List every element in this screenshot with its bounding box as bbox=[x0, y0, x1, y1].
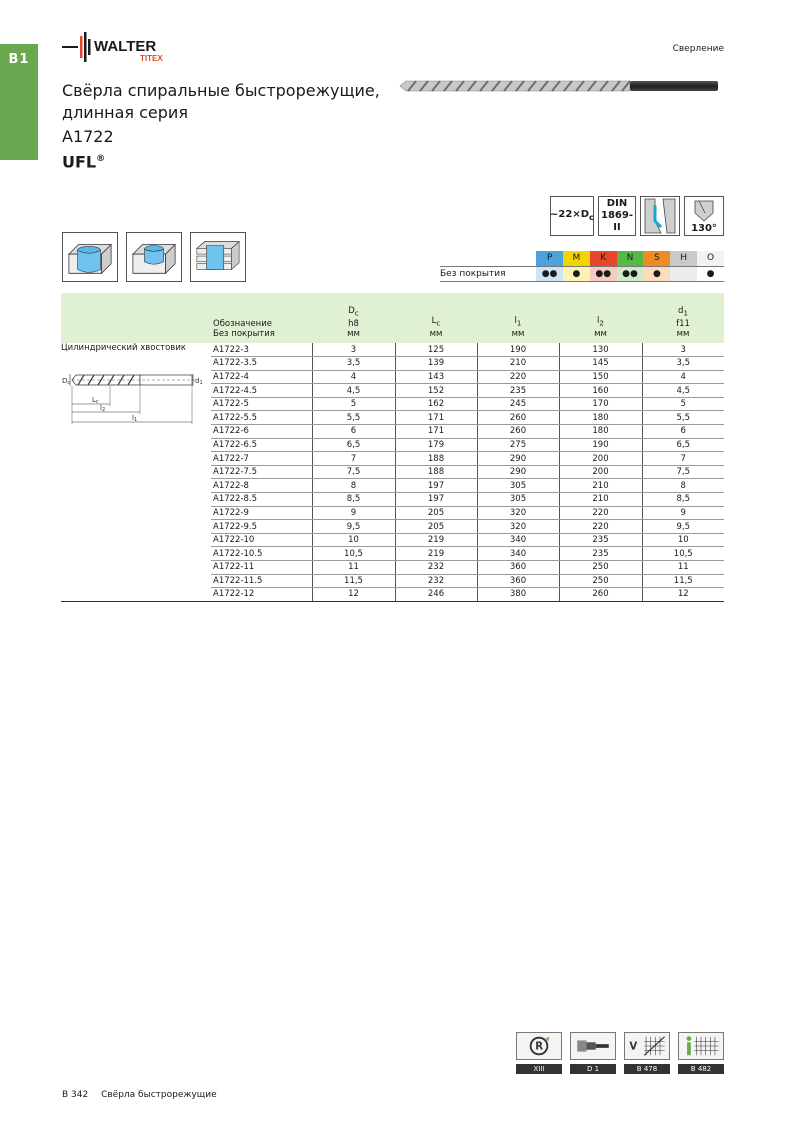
row-spacer bbox=[61, 465, 211, 479]
row-code: A1722-11.5 bbox=[211, 574, 312, 588]
material-group-h: H bbox=[670, 251, 697, 266]
row-code: A1722-4.5 bbox=[211, 384, 312, 398]
header-code bbox=[211, 293, 312, 343]
row-l2: 220 bbox=[559, 520, 642, 534]
rating-k: ●● bbox=[590, 266, 617, 281]
row-l1: 380 bbox=[477, 588, 559, 602]
header-l1 bbox=[477, 293, 559, 343]
material-group-k: K bbox=[590, 251, 617, 266]
header-d1-unit: мм bbox=[676, 329, 690, 339]
row-dc: 12 bbox=[312, 588, 395, 602]
row-d1: 5,5 bbox=[642, 411, 724, 425]
header-dc-unit: мм bbox=[347, 329, 360, 339]
row-l2: 210 bbox=[559, 493, 642, 507]
material-group-n: N bbox=[617, 251, 644, 266]
row-dc: 6,5 bbox=[312, 438, 395, 452]
row-code: A1722-11 bbox=[211, 561, 312, 575]
info-ref-label: B 482 bbox=[678, 1064, 724, 1074]
diagram-l1-label bbox=[132, 414, 137, 423]
row-lc: 232 bbox=[395, 574, 477, 588]
table-row bbox=[61, 493, 724, 507]
header-l1-sub: 1 bbox=[516, 319, 522, 328]
row-code: A1722-9 bbox=[211, 506, 312, 520]
row-dc: 10,5 bbox=[312, 547, 395, 561]
material-rating-row bbox=[440, 266, 724, 281]
row-dc: 10 bbox=[312, 533, 395, 547]
header-lc-sub: c bbox=[436, 319, 441, 328]
length-ratio-icon bbox=[550, 196, 594, 236]
row-d1: 10 bbox=[642, 533, 724, 547]
row-lc: 171 bbox=[395, 425, 477, 439]
diagram-dc-letter: D bbox=[62, 377, 68, 385]
row-l1: 360 bbox=[477, 574, 559, 588]
table-row bbox=[61, 520, 724, 534]
drill-image bbox=[400, 78, 720, 94]
stacked-plates-icon bbox=[190, 232, 246, 282]
row-lc: 125 bbox=[395, 343, 477, 357]
blind-hole-icon bbox=[126, 232, 182, 282]
header-l1-unit: мм bbox=[511, 329, 525, 339]
row-dc: 8 bbox=[312, 479, 395, 493]
drill-dimension-diagram bbox=[62, 366, 202, 426]
table-row bbox=[61, 465, 724, 479]
holder-reference[interactable] bbox=[570, 1032, 616, 1074]
header-lc-symbol bbox=[395, 316, 477, 329]
row-l2: 260 bbox=[559, 588, 642, 602]
row-dc: 5 bbox=[312, 397, 395, 411]
series-name bbox=[62, 148, 380, 173]
header-d1-tolerance: f11 bbox=[676, 319, 690, 329]
row-dc: 9,5 bbox=[312, 520, 395, 534]
row-l1: 320 bbox=[477, 520, 559, 534]
row-l2: 180 bbox=[559, 425, 642, 439]
row-d1: 4,5 bbox=[642, 384, 724, 398]
diagram-d1-sub: 1 bbox=[199, 380, 203, 386]
row-code: A1722-10 bbox=[211, 533, 312, 547]
brand-sub: TITEX bbox=[140, 54, 163, 63]
row-spacer bbox=[61, 520, 211, 534]
row-dc: 3,5 bbox=[312, 357, 395, 371]
row-l1: 245 bbox=[477, 397, 559, 411]
row-dc: 11,5 bbox=[312, 574, 395, 588]
row-lc: 197 bbox=[395, 479, 477, 493]
reconditioning-ref-label: XIII bbox=[516, 1064, 562, 1074]
flute-geometry-graphic bbox=[641, 197, 679, 235]
header-l1-symbol bbox=[477, 316, 559, 329]
material-group-p: P bbox=[536, 251, 563, 266]
row-spacer bbox=[61, 438, 211, 452]
row-l1: 305 bbox=[477, 493, 559, 507]
din-number: 1869-II bbox=[601, 210, 633, 233]
row-spacer bbox=[61, 452, 211, 466]
diagram-lc-letter: L bbox=[92, 396, 96, 404]
header-lc bbox=[395, 293, 477, 343]
header-coating-label: Без покрытия bbox=[213, 329, 275, 339]
rating-m: ● bbox=[563, 266, 590, 281]
row-l1: 290 bbox=[477, 452, 559, 466]
row-code: A1722-10.5 bbox=[211, 547, 312, 561]
row-spacer bbox=[61, 588, 211, 602]
row-d1: 4 bbox=[642, 370, 724, 384]
row-code: A1722-3 bbox=[211, 343, 312, 357]
diagram-l1-letter: l bbox=[132, 414, 134, 422]
section-tab bbox=[0, 44, 38, 160]
rating-o: ● bbox=[697, 266, 724, 281]
table-row bbox=[61, 533, 724, 547]
header-d1-symbol bbox=[642, 306, 724, 319]
diagram-lc-label bbox=[92, 396, 99, 405]
rating-p: ●● bbox=[536, 266, 563, 281]
row-l2: 170 bbox=[559, 397, 642, 411]
page-number: B 342 bbox=[62, 1090, 89, 1100]
material-header-row bbox=[440, 251, 724, 266]
dimensions-table-wrap bbox=[61, 293, 724, 602]
row-l2: 235 bbox=[559, 533, 642, 547]
row-lc: 197 bbox=[395, 493, 477, 507]
row-d1: 5 bbox=[642, 397, 724, 411]
material-suitability-table bbox=[440, 251, 724, 282]
diagram-l2-letter: l bbox=[100, 404, 102, 412]
title-line-2: длинная серия bbox=[62, 103, 188, 122]
row-spacer bbox=[61, 533, 211, 547]
reconditioning-reference[interactable] bbox=[516, 1032, 562, 1074]
row-d1: 6,5 bbox=[642, 438, 724, 452]
page-footer bbox=[62, 1090, 217, 1100]
through-hole-icon bbox=[62, 232, 118, 282]
rating-s: ● bbox=[643, 266, 670, 281]
table-row bbox=[61, 479, 724, 493]
row-l1: 260 bbox=[477, 425, 559, 439]
row-d1: 3,5 bbox=[642, 357, 724, 371]
table-row bbox=[61, 574, 724, 588]
row-lc: 219 bbox=[395, 533, 477, 547]
row-l2: 160 bbox=[559, 384, 642, 398]
row-spacer bbox=[61, 425, 211, 439]
svg-text:V: V bbox=[629, 1041, 638, 1053]
diagram-dc-label bbox=[62, 377, 70, 386]
section-tab-label: B1 bbox=[8, 52, 30, 67]
point-angle-graphic bbox=[689, 199, 719, 223]
reconditioning-icon bbox=[516, 1032, 562, 1060]
table-row bbox=[61, 561, 724, 575]
application-icons bbox=[62, 232, 246, 282]
holder-icon bbox=[570, 1032, 616, 1060]
row-dc: 7,5 bbox=[312, 465, 395, 479]
row-l1: 260 bbox=[477, 411, 559, 425]
material-group-s: S bbox=[643, 251, 670, 266]
row-code: A1722-6.5 bbox=[211, 438, 312, 452]
row-code: A1722-5 bbox=[211, 397, 312, 411]
row-l1: 190 bbox=[477, 343, 559, 357]
diagram-l2-label bbox=[100, 404, 105, 413]
info-icon bbox=[678, 1032, 724, 1060]
row-spacer bbox=[61, 561, 211, 575]
diagram-d1-letter: d bbox=[195, 377, 200, 385]
title-block bbox=[62, 80, 380, 173]
table-row bbox=[61, 343, 724, 357]
cutting-data-icon bbox=[624, 1032, 670, 1060]
row-lc: 205 bbox=[395, 506, 477, 520]
row-d1: 6 bbox=[642, 425, 724, 439]
header-d1-sub: 1 bbox=[683, 309, 688, 318]
row-dc: 4,5 bbox=[312, 384, 395, 398]
row-d1: 3 bbox=[642, 343, 724, 357]
row-code: A1722-8.5 bbox=[211, 493, 312, 507]
cutting-data-reference[interactable] bbox=[624, 1032, 670, 1074]
header-l2-letter: l bbox=[597, 316, 600, 327]
row-d1: 9 bbox=[642, 506, 724, 520]
din-label: DIN bbox=[606, 198, 628, 209]
row-d1: 8 bbox=[642, 479, 724, 493]
reference-icons bbox=[516, 1032, 724, 1074]
section-label: Сверление bbox=[672, 44, 724, 54]
brand-name: WALTER bbox=[94, 38, 157, 55]
row-d1: 8,5 bbox=[642, 493, 724, 507]
row-lc: 179 bbox=[395, 438, 477, 452]
spec-icons bbox=[550, 196, 724, 238]
row-l2: 220 bbox=[559, 506, 642, 520]
dimensions-table bbox=[61, 293, 724, 602]
diagram-d1-label bbox=[195, 377, 203, 386]
row-lc: 188 bbox=[395, 452, 477, 466]
row-l2: 200 bbox=[559, 452, 642, 466]
row-dc: 7 bbox=[312, 452, 395, 466]
row-l2: 250 bbox=[559, 561, 642, 575]
title-line-1: Свёрла спиральные быстрорежущие, bbox=[62, 81, 380, 100]
table-row bbox=[61, 588, 724, 602]
table-row bbox=[61, 452, 724, 466]
cutting-data-ref-label: B 478 bbox=[624, 1064, 670, 1074]
product-code: A1722 bbox=[62, 127, 114, 146]
header-dc bbox=[312, 293, 395, 343]
footer-text: Свёрла быстрорежущие bbox=[101, 1090, 217, 1100]
series-text: UFL bbox=[62, 152, 97, 172]
header-dc-tolerance: h8 bbox=[348, 319, 359, 329]
row-l1: 210 bbox=[477, 357, 559, 371]
row-l1: 235 bbox=[477, 384, 559, 398]
table-row bbox=[61, 547, 724, 561]
row-spacer bbox=[61, 479, 211, 493]
row-lc: 162 bbox=[395, 397, 477, 411]
row-l2: 145 bbox=[559, 357, 642, 371]
row-l2: 150 bbox=[559, 370, 642, 384]
row-l1: 360 bbox=[477, 561, 559, 575]
header-l1-letter: l bbox=[514, 316, 517, 327]
table-row bbox=[61, 438, 724, 452]
row-d1: 10,5 bbox=[642, 547, 724, 561]
row-dc: 4 bbox=[312, 370, 395, 384]
row-d1: 12 bbox=[642, 588, 724, 602]
table-row bbox=[61, 506, 724, 520]
row-l2: 180 bbox=[559, 411, 642, 425]
din-standard-icon bbox=[598, 196, 636, 236]
row-spacer bbox=[61, 493, 211, 507]
point-angle-icon bbox=[684, 196, 724, 236]
header-d1-letter: d bbox=[678, 306, 684, 317]
rating-n: ●● bbox=[617, 266, 644, 281]
row-dc: 3 bbox=[312, 343, 395, 357]
header-d1 bbox=[642, 293, 724, 343]
registered-mark: ® bbox=[96, 154, 106, 164]
row-l2: 200 bbox=[559, 465, 642, 479]
row-d1: 11,5 bbox=[642, 574, 724, 588]
header-dc-sub: c bbox=[354, 309, 359, 318]
row-code: A1722-6 bbox=[211, 425, 312, 439]
row-dc: 9 bbox=[312, 506, 395, 520]
point-angle-value: 130° bbox=[691, 223, 717, 234]
diagram-l2-sub: 2 bbox=[101, 407, 106, 413]
row-d1: 11 bbox=[642, 561, 724, 575]
row-code: A1722-7.5 bbox=[211, 465, 312, 479]
rating-h bbox=[670, 266, 697, 281]
row-spacer bbox=[61, 547, 211, 561]
header-code-label: Обозначение bbox=[213, 319, 272, 329]
coating-label: Без покрытия bbox=[440, 266, 536, 281]
walter-titex-logo bbox=[62, 30, 202, 66]
flute-geometry-icon bbox=[640, 196, 680, 236]
row-l2: 235 bbox=[559, 547, 642, 561]
row-l2: 210 bbox=[559, 479, 642, 493]
row-d1: 7,5 bbox=[642, 465, 724, 479]
row-dc: 11 bbox=[312, 561, 395, 575]
header-dc-symbol bbox=[312, 306, 395, 319]
header-lc-letter: L bbox=[431, 316, 437, 327]
row-l1: 340 bbox=[477, 547, 559, 561]
header-l2-sub: 2 bbox=[599, 319, 604, 328]
info-reference[interactable] bbox=[678, 1032, 724, 1074]
row-l1: 290 bbox=[477, 465, 559, 479]
row-l2: 190 bbox=[559, 438, 642, 452]
length-ratio-text bbox=[550, 209, 594, 223]
holder-ref-label: D 1 bbox=[570, 1064, 616, 1074]
shank-type-label: Цилиндрический хвостовик bbox=[61, 343, 186, 353]
row-spacer bbox=[61, 506, 211, 520]
material-header-blank bbox=[440, 251, 536, 266]
row-lc: 246 bbox=[395, 588, 477, 602]
header-dc-letter: D bbox=[348, 306, 355, 317]
table-header-row bbox=[61, 293, 724, 343]
material-group-o: O bbox=[697, 251, 724, 266]
row-l1: 305 bbox=[477, 479, 559, 493]
table-row bbox=[61, 425, 724, 439]
row-l2: 250 bbox=[559, 574, 642, 588]
length-ratio-sub: c bbox=[589, 212, 594, 222]
row-lc: 139 bbox=[395, 357, 477, 371]
row-l1: 220 bbox=[477, 370, 559, 384]
row-lc: 143 bbox=[395, 370, 477, 384]
row-l1: 320 bbox=[477, 506, 559, 520]
row-spacer bbox=[61, 574, 211, 588]
row-lc: 171 bbox=[395, 411, 477, 425]
header-l2 bbox=[559, 293, 642, 343]
svg-text:R: R bbox=[535, 1041, 544, 1053]
row-dc: 6 bbox=[312, 425, 395, 439]
row-lc: 188 bbox=[395, 465, 477, 479]
header-blank bbox=[61, 293, 211, 343]
row-lc: 219 bbox=[395, 547, 477, 561]
material-group-m: M bbox=[563, 251, 590, 266]
row-code: A1722-5.5 bbox=[211, 411, 312, 425]
header-lc-unit: мм bbox=[429, 329, 443, 339]
row-code: A1722-9.5 bbox=[211, 520, 312, 534]
row-d1: 7 bbox=[642, 452, 724, 466]
header-l2-unit: мм bbox=[594, 329, 607, 339]
length-ratio-value: ~22×D bbox=[550, 209, 590, 220]
row-d1: 9,5 bbox=[642, 520, 724, 534]
row-l2: 130 bbox=[559, 343, 642, 357]
row-code: A1722-8 bbox=[211, 479, 312, 493]
diagram-dc-sub: c bbox=[67, 380, 71, 386]
header-l2-symbol bbox=[559, 316, 642, 329]
diagram-lc-sub: c bbox=[95, 399, 99, 405]
row-dc: 5,5 bbox=[312, 411, 395, 425]
row-code: A1722-12 bbox=[211, 588, 312, 602]
row-lc: 205 bbox=[395, 520, 477, 534]
row-dc: 8,5 bbox=[312, 493, 395, 507]
diagram-l1-sub: 1 bbox=[133, 417, 138, 423]
row-lc: 232 bbox=[395, 561, 477, 575]
row-code: A1722-4 bbox=[211, 370, 312, 384]
row-l1: 340 bbox=[477, 533, 559, 547]
row-lc: 152 bbox=[395, 384, 477, 398]
row-code: A1722-7 bbox=[211, 452, 312, 466]
row-code: A1722-3.5 bbox=[211, 357, 312, 371]
row-l1: 275 bbox=[477, 438, 559, 452]
